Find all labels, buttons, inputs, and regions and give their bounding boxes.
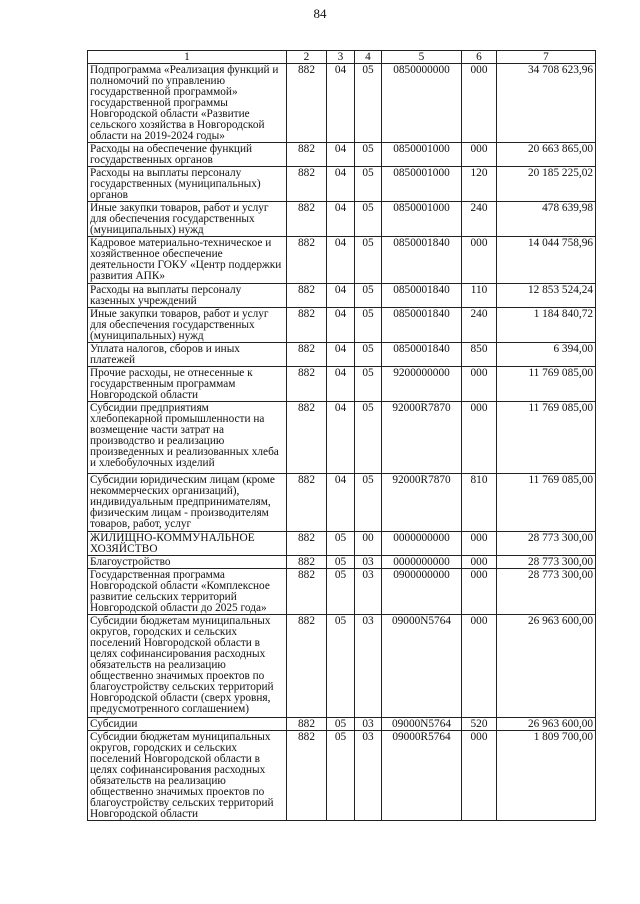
- row-target-code: 0850001840: [382, 343, 462, 367]
- row-amount: 478 639,98: [497, 202, 596, 237]
- table-row: [88, 569, 596, 615]
- row-name: Благоустройство: [88, 556, 287, 569]
- row-section-code: 05: [327, 532, 355, 556]
- row-subsection-code: 05: [355, 474, 382, 532]
- row-ministry-code: 882: [287, 569, 327, 615]
- row-amount: 20 185 225,02: [497, 167, 596, 202]
- row-amount: 11 769 085,00: [497, 474, 596, 532]
- row-subsection-code: 05: [355, 308, 382, 343]
- row-ministry-code: 882: [287, 731, 327, 821]
- row-ministry-code: 882: [287, 308, 327, 343]
- row-subsection-code: 05: [355, 284, 382, 308]
- table-row: [88, 556, 596, 569]
- row-subsection-code: 05: [355, 64, 382, 143]
- row-ministry-code: 882: [287, 402, 327, 474]
- row-amount: 1 809 700,00: [497, 731, 596, 821]
- row-target-code: 0900000000: [382, 569, 462, 615]
- row-name: Уплата налогов, сборов и иных платежей: [88, 343, 287, 367]
- row-target-code: 09000N5764: [382, 718, 462, 731]
- row-name: Расходы на обеспечение функций государственных органов: [88, 143, 287, 167]
- row-subsection-code: 05: [355, 402, 382, 474]
- row-amount: 6 394,00: [497, 343, 596, 367]
- row-ministry-code: 882: [287, 143, 327, 167]
- row-expense-type-code: 000: [462, 569, 497, 615]
- table-row: [88, 167, 596, 202]
- row-target-code: 0000000000: [382, 556, 462, 569]
- header-col-5: 5: [382, 51, 462, 64]
- row-section-code: 04: [327, 202, 355, 237]
- row-name: Субсидии юридическим лицам (кроме некоммерческих организаций), индивидуальным предпринимателям, физическим лицам - производителям товаров, работ, услуг: [88, 474, 287, 532]
- row-name: Субсидии бюджетам муниципальных округов, городских и сельских поселений Новгородской области в целях софинансирования расходных обязательств на реализацию общественно значимых проектов по благоустройству сельских территорий Новгородской области (сверх уровня, предусмотренного соглашением): [88, 615, 287, 718]
- row-section-code: 04: [327, 308, 355, 343]
- row-name: Иные закупки товаров, работ и услуг для обеспечения государственных (муниципальных) нужд: [88, 202, 287, 237]
- row-target-code: 92000R7870: [382, 402, 462, 474]
- table-row: [88, 615, 596, 718]
- row-section-code: 04: [327, 474, 355, 532]
- row-expense-type-code: 240: [462, 308, 497, 343]
- budget-table: [87, 50, 596, 821]
- row-target-code: 0850000000: [382, 64, 462, 143]
- row-ministry-code: 882: [287, 615, 327, 718]
- row-section-code: 04: [327, 237, 355, 284]
- row-expense-type-code: 000: [462, 64, 497, 143]
- table-row: [88, 718, 596, 731]
- table-row: [88, 367, 596, 402]
- table-row: [88, 237, 596, 284]
- row-amount: 14 044 758,96: [497, 237, 596, 284]
- row-subsection-code: 00: [355, 532, 382, 556]
- row-expense-type-code: 000: [462, 731, 497, 821]
- row-expense-type-code: 810: [462, 474, 497, 532]
- header-col-2: 2: [287, 51, 327, 64]
- row-target-code: 9200000000: [382, 367, 462, 402]
- page-number: 84: [313, 6, 327, 21]
- row-subsection-code: 03: [355, 615, 382, 718]
- row-ministry-code: 882: [287, 343, 327, 367]
- row-expense-type-code: 000: [462, 615, 497, 718]
- row-target-code: 0850001000: [382, 143, 462, 167]
- table-row: [88, 64, 596, 143]
- row-subsection-code: 05: [355, 167, 382, 202]
- table-row: [88, 343, 596, 367]
- row-ministry-code: 882: [287, 167, 327, 202]
- row-target-code: 0850001840: [382, 284, 462, 308]
- row-subsection-code: 05: [355, 143, 382, 167]
- table-row: [88, 143, 596, 167]
- row-section-code: 05: [327, 569, 355, 615]
- row-name: Субсидии бюджетам муниципальных округов, городских и сельских поселений Новгородской области в целях софинансирования расходных обязательств на реализацию общественно значимых проектов по благоустройству сельских территорий Новгородской области: [88, 731, 287, 821]
- row-amount: 11 769 085,00: [497, 402, 596, 474]
- row-section-code: 05: [327, 556, 355, 569]
- row-expense-type-code: 000: [462, 367, 497, 402]
- row-ministry-code: 882: [287, 474, 327, 532]
- row-section-code: 05: [327, 615, 355, 718]
- row-expense-type-code: 000: [462, 556, 497, 569]
- row-name: Субсидии: [88, 718, 287, 731]
- row-expense-type-code: 520: [462, 718, 497, 731]
- table-row: [88, 532, 596, 556]
- row-name: Расходы на выплаты персоналу государственных (муниципальных) органов: [88, 167, 287, 202]
- row-subsection-code: 05: [355, 367, 382, 402]
- row-amount: 26 963 600,00: [497, 718, 596, 731]
- row-ministry-code: 882: [287, 237, 327, 284]
- row-subsection-code: 03: [355, 556, 382, 569]
- row-expense-type-code: 000: [462, 237, 497, 284]
- row-name: Государственная программа Новгородской области «Комплексное развитие сельских территорий Новгородской области до 2025 года»: [88, 569, 287, 615]
- header-col-7: 7: [497, 51, 596, 64]
- row-ministry-code: 882: [287, 202, 327, 237]
- row-name: Прочие расходы, не отнесенные к государственным программам Новгородской области: [88, 367, 287, 402]
- row-amount: 28 773 300,00: [497, 532, 596, 556]
- row-ministry-code: 882: [287, 64, 327, 143]
- row-target-code: 0850001840: [382, 308, 462, 343]
- row-ministry-code: 882: [287, 718, 327, 731]
- row-subsection-code: 03: [355, 569, 382, 615]
- row-ministry-code: 882: [287, 367, 327, 402]
- row-expense-type-code: 240: [462, 202, 497, 237]
- header-col-1: 1: [88, 51, 287, 64]
- row-ministry-code: 882: [287, 556, 327, 569]
- row-subsection-code: 05: [355, 343, 382, 367]
- table-row: [88, 474, 596, 532]
- row-amount: 28 773 300,00: [497, 569, 596, 615]
- row-target-code: 09000N5764: [382, 615, 462, 718]
- row-expense-type-code: 120: [462, 167, 497, 202]
- row-subsection-code: 03: [355, 718, 382, 731]
- row-section-code: 04: [327, 167, 355, 202]
- row-section-code: 04: [327, 143, 355, 167]
- row-target-code: 0000000000: [382, 532, 462, 556]
- row-expense-type-code: 000: [462, 402, 497, 474]
- row-amount: 34 708 623,96: [497, 64, 596, 143]
- table-row: [88, 308, 596, 343]
- table-row: [88, 731, 596, 821]
- row-subsection-code: 05: [355, 202, 382, 237]
- row-target-code: 09000R5764: [382, 731, 462, 821]
- header-col-3: 3: [327, 51, 355, 64]
- row-ministry-code: 882: [287, 532, 327, 556]
- row-target-code: 0850001000: [382, 202, 462, 237]
- row-name: Подпрограмма «Реализация функций и полномочий по управлению государственной программой» государственной программы Новгородской области «Развитие сельского хозяйства в Новгородской области на 2019-2024 годы»: [88, 64, 287, 143]
- row-section-code: 05: [327, 731, 355, 821]
- row-section-code: 04: [327, 64, 355, 143]
- row-subsection-code: 03: [355, 731, 382, 821]
- header-row: [88, 51, 596, 64]
- row-expense-type-code: 850: [462, 343, 497, 367]
- row-name: Субсидии предприятиям хлебопекарной промышленности на возмещение части затрат на производство и реализацию произведенных и реализованных хлеба и хлебобулочных изделий: [88, 402, 287, 474]
- row-target-code: 0850001840: [382, 237, 462, 284]
- row-amount: 12 853 524,24: [497, 284, 596, 308]
- table-row: [88, 402, 596, 474]
- table-row: [88, 284, 596, 308]
- row-name: Расходы на выплаты персоналу казенных учреждений: [88, 284, 287, 308]
- row-section-code: 04: [327, 284, 355, 308]
- row-section-code: 04: [327, 343, 355, 367]
- row-expense-type-code: 000: [462, 532, 497, 556]
- row-expense-type-code: 110: [462, 284, 497, 308]
- row-name: Кадровое материально-техническое и хозяйственное обеспечение деятельности ГОКУ «Центр поддержки развития АПК»: [88, 237, 287, 284]
- row-name: ЖИЛИЩНО-КОММУНАЛЬНОЕ ХОЗЯЙСТВО: [88, 532, 287, 556]
- row-ministry-code: 882: [287, 284, 327, 308]
- header-col-4: 4: [355, 51, 382, 64]
- table-row: [88, 202, 596, 237]
- row-section-code: 05: [327, 718, 355, 731]
- header-col-6: 6: [462, 51, 497, 64]
- row-name: Иные закупки товаров, работ и услуг для обеспечения государственных (муниципальных) нужд: [88, 308, 287, 343]
- row-amount: 26 963 600,00: [497, 615, 596, 718]
- row-expense-type-code: 000: [462, 143, 497, 167]
- row-section-code: 04: [327, 402, 355, 474]
- row-amount: 28 773 300,00: [497, 556, 596, 569]
- row-target-code: 0850001000: [382, 167, 462, 202]
- row-amount: 20 663 865,00: [497, 143, 596, 167]
- row-section-code: 04: [327, 367, 355, 402]
- row-amount: 1 184 840,72: [497, 308, 596, 343]
- row-target-code: 92000R7870: [382, 474, 462, 532]
- row-amount: 11 769 085,00: [497, 367, 596, 402]
- row-subsection-code: 05: [355, 237, 382, 284]
